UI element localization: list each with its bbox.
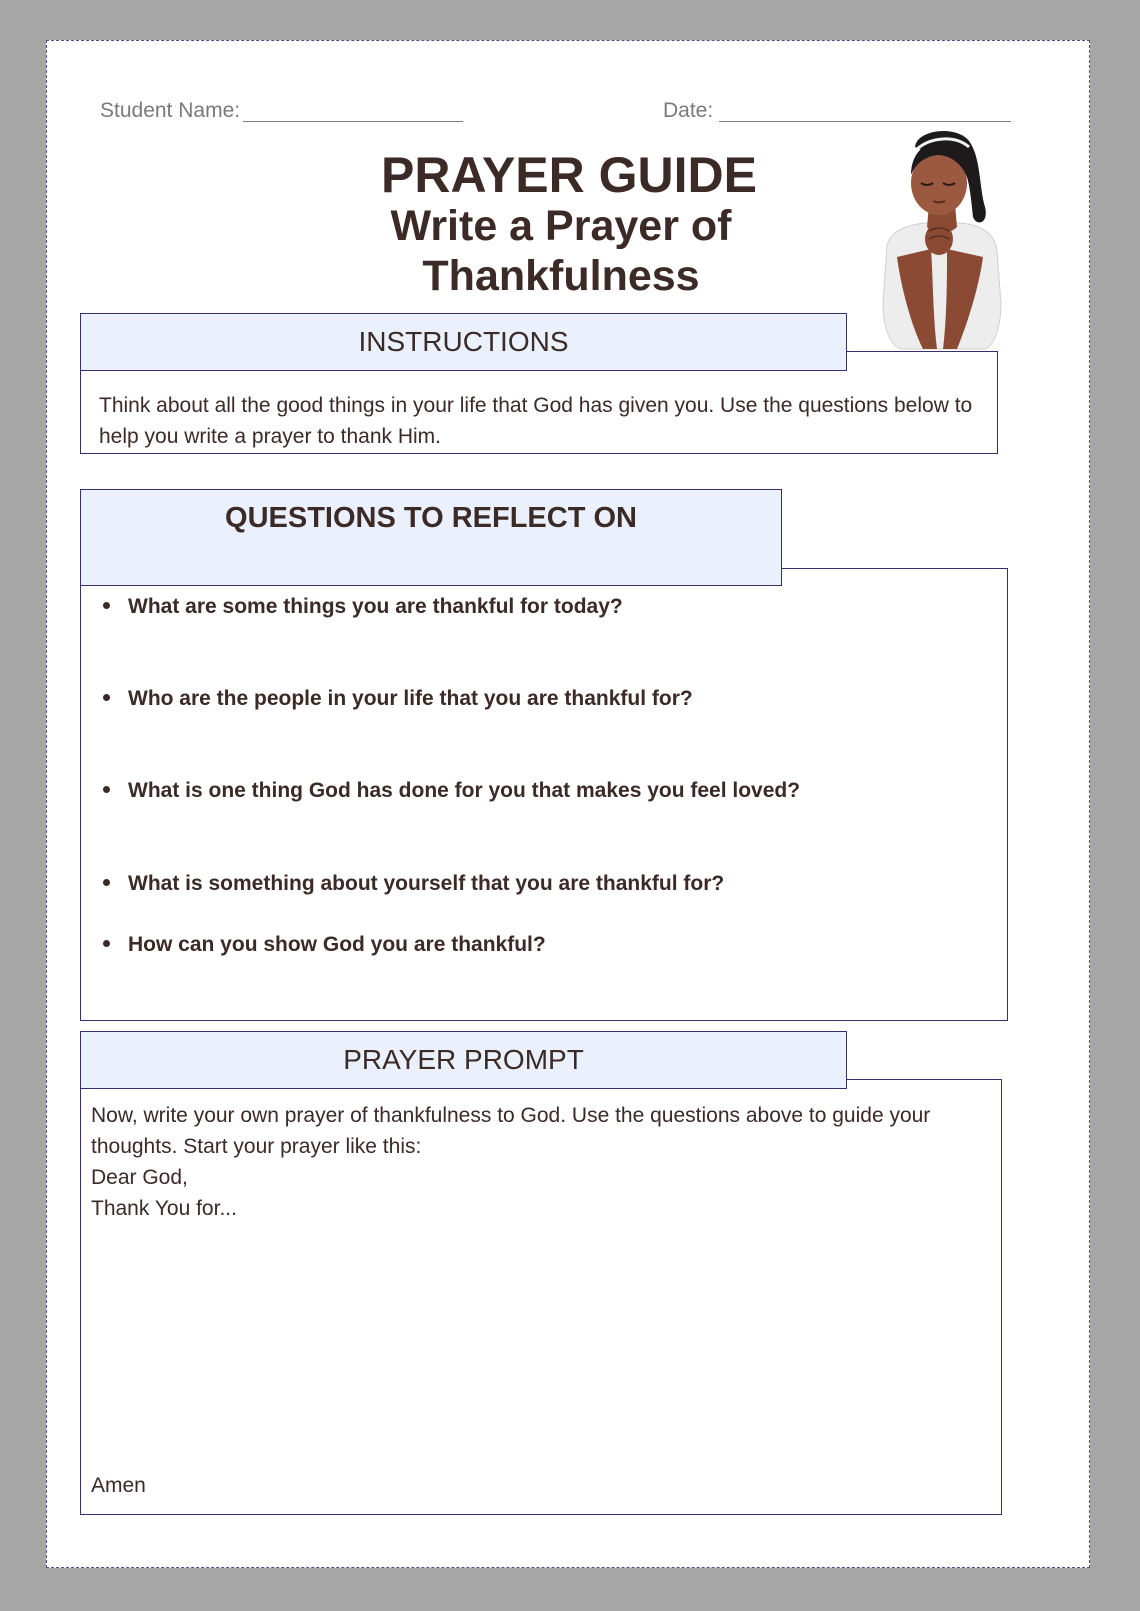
page-title: PRAYER GUIDE: [380, 147, 758, 203]
bullet-icon: [103, 602, 110, 609]
list-item: [103, 933, 546, 957]
date-line[interactable]: [719, 121, 1011, 122]
worksheet-page: [46, 40, 1090, 1568]
prayer-prompt-box[interactable]: [80, 1079, 1002, 1515]
bullet-icon: [103, 786, 110, 793]
list-item: [103, 687, 693, 711]
prayer-starter: Thank You for...: [91, 1197, 237, 1220]
list-item: [103, 779, 800, 803]
instructions-text: Think about all the good things in your life that God has given you. Use the questions below to help you write a prayer to thank Him.: [99, 394, 973, 448]
list-item: [103, 595, 623, 619]
question-text: What is something about yourself that you are thankful for?: [128, 872, 725, 895]
prayer-closing: Amen: [91, 1474, 146, 1497]
bullet-icon: [103, 694, 110, 701]
question-text: How can you show God you are thankful?: [128, 933, 546, 956]
page-subtitle-line2: Thankfulness: [422, 252, 700, 300]
praying-girl-icon: [877, 127, 1007, 353]
instructions-heading: INSTRUCTIONS: [80, 313, 847, 371]
prayer-salutation: Dear God,: [91, 1166, 188, 1189]
student-name-line[interactable]: [243, 121, 463, 122]
question-text: What are some things you are thankful for today?: [128, 595, 623, 618]
date-label: Date:: [663, 99, 714, 122]
prayer-prompt-text: Now, write your own prayer of thankfulness to God. Use the questions above to guide your thoughts. Start your prayer like this:: [91, 1104, 931, 1158]
bullet-icon: [103, 879, 110, 886]
question-text: Who are the people in your life that you are thankful for?: [128, 687, 693, 710]
bullet-icon: [103, 940, 110, 947]
questions-box: [80, 568, 1008, 1021]
student-name-label: Student Name:: [100, 99, 241, 122]
page-subtitle-line1: Write a Prayer of: [390, 202, 732, 250]
prayer-prompt-heading: PRAYER PROMPT: [80, 1031, 847, 1089]
question-text: What is one thing God has done for you that makes you feel loved?: [128, 779, 801, 802]
questions-heading: QUESTIONS TO REFLECT ON: [80, 489, 782, 586]
list-item: [103, 872, 724, 896]
